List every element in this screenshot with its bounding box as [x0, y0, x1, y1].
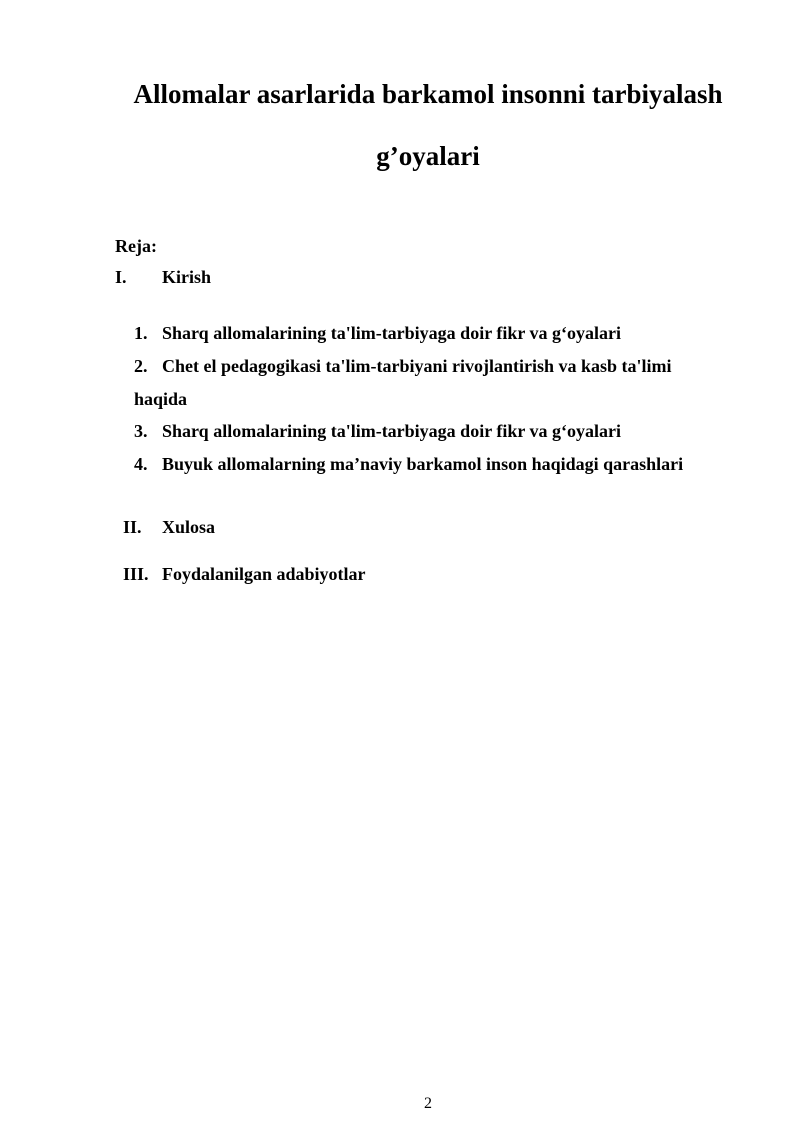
section-numeral-3: III.	[123, 564, 149, 584]
list-item-number: 3.	[134, 421, 148, 441]
list-item-text: Sharq allomalarining ta'lim-tarbiyaga doir fikr va g‘oyalari	[162, 323, 622, 343]
section-numeral-1: I.	[115, 267, 127, 287]
list-item-number: 1.	[134, 323, 148, 343]
plan-label: Reja:	[115, 236, 157, 256]
section-numeral-2: II.	[123, 517, 142, 537]
document-title-line-2: g’oyalari	[376, 141, 480, 171]
list-item-number: 4.	[134, 454, 148, 474]
list-item-continuation: haqida	[134, 389, 188, 409]
section-label-2: Xulosa	[162, 517, 216, 537]
list-item-number: 2.	[134, 356, 148, 376]
section-label-3: Foydalanilgan adabiyotlar	[162, 564, 366, 584]
section-label-1: Kirish	[162, 267, 212, 287]
page-number: 2	[424, 1095, 432, 1112]
list-item-text: Buyuk allomalarning ma’naviy barkamol inson haqidagi qarashlari	[162, 454, 684, 474]
list-item-text: Chet el pedagogikasi ta'lim-tarbiyani rivojlantirish va kasb ta'limi	[162, 356, 672, 376]
document-title-line-1: Allomalar asarlarida barkamol insonni tarbiyalash	[133, 79, 723, 109]
list-item-text: Sharq allomalarining ta'lim-tarbiyaga doir fikr va g‘oyalari	[162, 421, 622, 441]
